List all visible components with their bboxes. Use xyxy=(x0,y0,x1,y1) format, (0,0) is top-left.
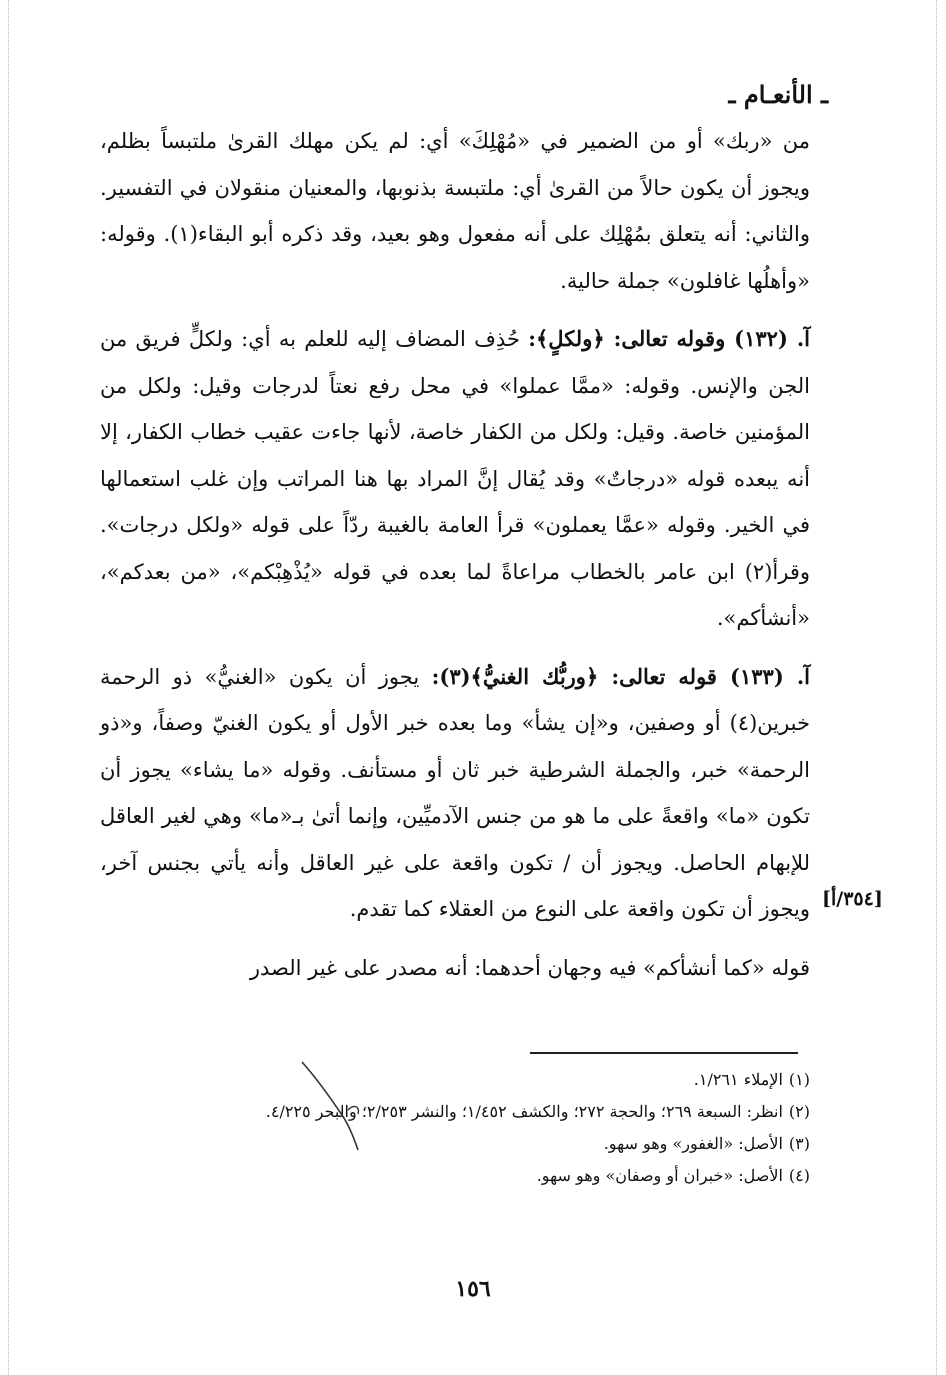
footnote-2 xyxy=(100,1096,810,1128)
running-header: ـ الأنعـام ـ xyxy=(728,80,828,109)
verse-heading: آ. (١٣٣) قوله تعالى: ﴿وربُّك الغنيُّ﴾(٣): xyxy=(431,663,810,689)
paragraph-text: قوله «كما أنشأكم» فيه وجهان أحدهما: أنه مصدر على غير الصدر xyxy=(249,955,810,980)
paragraph-3 xyxy=(100,654,810,933)
footnote-divider xyxy=(530,1052,798,1054)
footnotes xyxy=(100,1064,810,1192)
paragraph-text: حُذِف المضاف إليه للعلم به أي: ولكلٍّ فريق من الجن والإنس. وقوله: «ممَّا عملوا» في محل رفع نعتاً لدرجات وقيل: ولكل من المؤمنين خاصة. وقيل: ولكل من الكفار خاصة، لأنها جاءت عقيب خطاب الكفار، إلا أنه يبعده قوله «درجاتٌ» وقد يُقال إنَّ المراد بها هنا المراتب وإن غلب استعمالها في الخير. وقوله «عمَّا يعملون» قرأ العامة بالغيبة ردّاً على قوله «ولكل درجات». وقرأ(٢) ابن عامر بالخطاب مراعاةً لما بعده في قوله «يُذْهِبْكم»، «من بعدكم»، «أنشأكم». xyxy=(100,327,810,630)
footnote-number: (٣) xyxy=(788,1134,810,1153)
manuscript-folio-note: [٣٥٤/أ] xyxy=(822,888,883,910)
main-text xyxy=(100,118,810,1003)
scan-edge-left xyxy=(8,0,9,1375)
scan-edge-right xyxy=(936,0,937,1375)
handwritten-pen-mark xyxy=(298,1060,378,1160)
footnote-1 xyxy=(100,1064,810,1096)
page-number: ١٥٦ xyxy=(455,1276,491,1302)
footnote-text: انظر: السبعة ٢٦٩؛ والحجة ٢٧٢؛ والكشف ١/٤٥٢؛ والنشر ٢/٢٥٣؛ والبحر ٤/٢٢٥. xyxy=(265,1102,783,1121)
paragraph-4 xyxy=(100,945,810,992)
footnote-number: (٤) xyxy=(788,1166,810,1185)
verse-heading: آ. (١٣٢) وقوله تعالى: ﴿ولكلٍ﴾: xyxy=(528,326,810,351)
paragraph-1 xyxy=(100,118,810,304)
paragraph-text: من «ربك» أو من الضمير في «مُهْلِكَ» أي: لم يكن مهلك القرىٰ ملتبساً بظلم، ويجوز أن يكون حالاً من القرىٰ أي: ملتبسة بذنوبها، والمعنيان منقولان في التفسير. والثاني: أنه يتعلق بمُهْلِك على أنه مفعول وهو بعيد، وقد ذكره أبو البقاء(١). وقوله: «وأهلُها غافلون» جملة حالية. xyxy=(100,129,810,293)
footnote-number: (٢) xyxy=(788,1102,810,1121)
footnote-4 xyxy=(100,1160,810,1192)
footnote-3 xyxy=(100,1128,810,1160)
paragraph-text: يجوز أن يكون «الغنيُّ» ذو الرحمة خبرين(٤) أو وصفين، و«إن يشأ» وما بعده خبر الأول أو يكون الغنيّ وصفاً، و«ذو الرحمة» خبر، والجملة الشرطية خبر ثان أو مستأنف. وقوله «ما يشاء» يجوز أن تكون «ما» واقعةً على ما هو من جنس الآدميِّين، وإنما أتىٰ بـ«ما» وهي لغير العاقل للإبهام الحاصل. ويجوز أن / تكون واقعة على غير العاقل وأنه يأتي بجنس آخر، ويجوز أن تكون واقعة على النوع من العقلاء كما تقدم. xyxy=(100,664,810,921)
paragraph-2 xyxy=(100,316,810,642)
footnote-text: الأصل: «الغفور» وهو سهو. xyxy=(603,1134,783,1153)
footnote-text: الأصل: «خبران أو وصفان» وهو سهو. xyxy=(536,1166,783,1185)
footnote-number: (١) xyxy=(788,1070,810,1089)
footnote-text: الإملاء ١/٢٦١. xyxy=(693,1070,783,1089)
